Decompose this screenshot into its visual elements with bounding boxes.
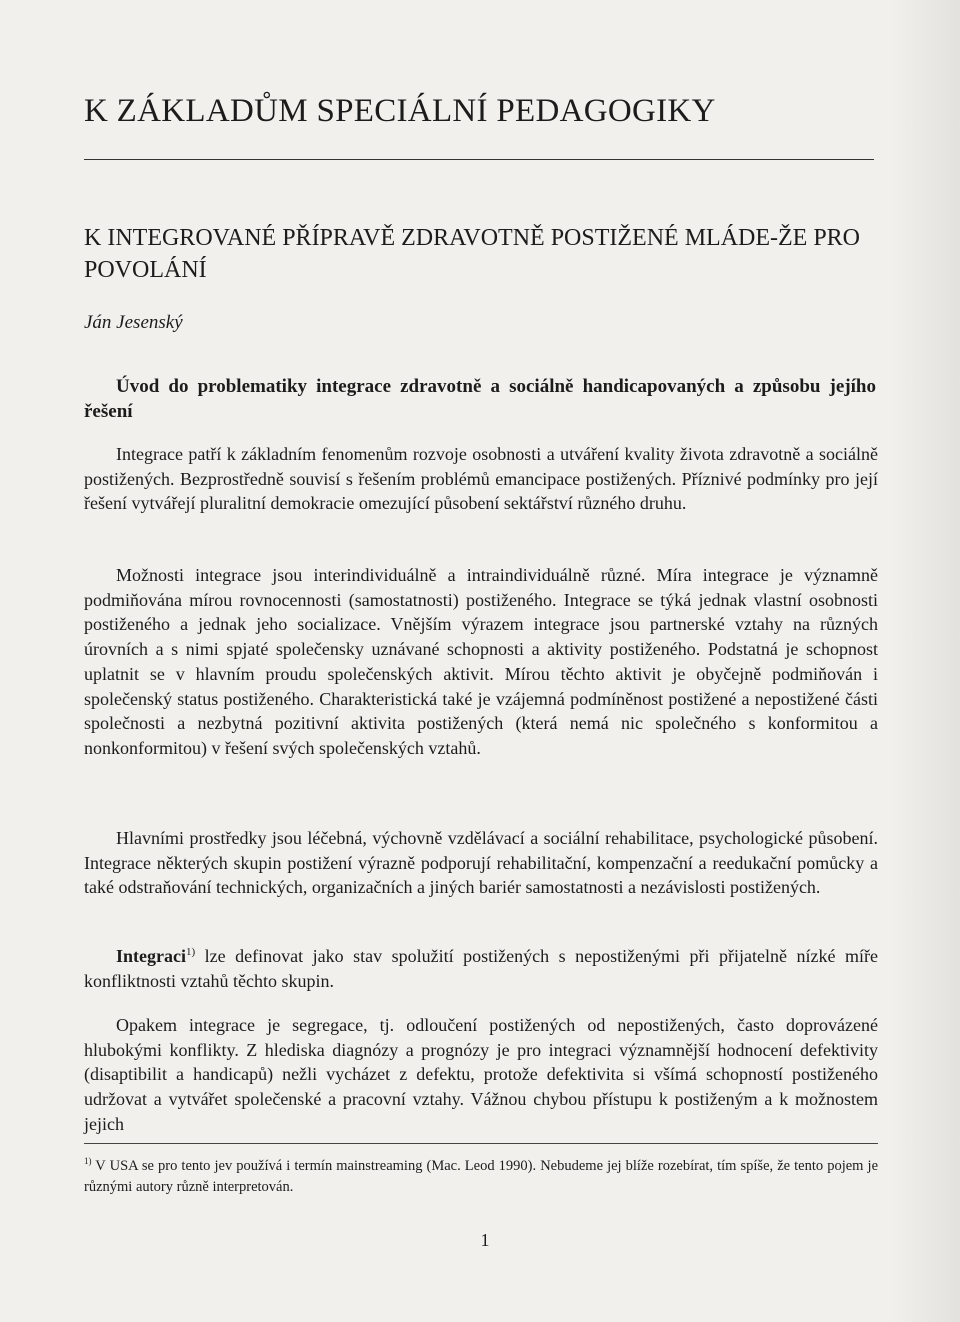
- paragraph-4-text: lze definovat jako stav spolužití postižených s nepostiženými při přijatelně nízké míře konfliktnosti vztahů těchto skupin.: [84, 946, 878, 991]
- paragraph-1: Integrace patří k základním fenomenům rozvoje osobnosti a utváření kvality života zdravotně a sociálně postižených. Bezprostředně souvisí s řešením problémů emancipace postižených. Příznivé podmínky pro její řešení vytvářejí pluralitní demokracie omezující působení sektářství různého druhu.: [84, 444, 878, 514]
- footnote-reference: 1): [185, 946, 196, 958]
- paragraph-3: Hlavními prostředky jsou léčebná, výchovně vzdělávací a sociální rehabilitace, psychologické působení. Integrace některých skupin postižení výrazně podporují rehabilitační, kompenzační a reedukační pomůcky a také odstraňování technických, organizačních a jiných bariér samostatnosti a nezávislosti postižených.: [84, 828, 878, 898]
- paragraph-5: Opakem integrace je segregace, tj. odloučení postižených od nepostižených, často doprovázené hlubokými konflikty. Z hlediska diagnózy a prognózy je pro integraci významnější hodnocení defektivity (disaptibilit a handicapů) nežli vycházet z defektu, protože defektivita si všímá schopností postiženého udržovat a vytvářet společenské a pracovní vztahy. Vážnou chybou přístupu k postiženým a k možnostem jejich: [84, 1015, 878, 1134]
- footnote-mark: 1): [84, 1156, 92, 1167]
- paragraph-4: [84, 944, 878, 993]
- footnote-text: V USA se pro tento jev používá i termín mainstreaming (Mac. Leod 1990). Nebudeme jej blíže rozebírat, tím spíše, že tento pojem je různými autory různě interpretován.: [84, 1158, 878, 1195]
- subheading: Úvod do problematiky integrace zdravotně a sociálně handicapovaných a způsobu jejího řešení: [84, 376, 876, 422]
- footnote: [84, 1156, 878, 1198]
- integrace-term: Integraci: [116, 946, 186, 966]
- section-title: K ZÁKLADŮM SPECIÁLNÍ PEDAGOGIKY: [84, 93, 716, 129]
- footnote-rule: [84, 1143, 878, 1144]
- author-name: Ján Jesenský: [84, 312, 183, 333]
- paragraph-2: Možnosti integrace jsou interindividuálně a intraindividuálně různé. Míra integrace je významně podmiňována mírou rovnocennosti (samostatnosti) postiženého. Integrace se týká jednak vlastní osobnosti postiženého a jednak jeho socializace. Vnějším výrazem integrace jsou partnerské vztahy na různých úrovních a s nimi spjaté společensky uznávané schopnosti a aktivity postiženého. Podstatná je schopnost uplatnit se v hlavním proudu společenských aktivit. Mírou těchto aktivit je obyčejně podmiňován i společenský status postiženého. Charakteristická také je vzájemná podmíněnost postižené a nepostižené části společnosti a nezbytná pozitivní aktivita postižených (která nemá nic společného s konformitou a nonkonformitou) v řešení svých společenských vztahů.: [84, 565, 878, 758]
- title-rule: [84, 159, 874, 160]
- scan-edge-shadow: [890, 0, 960, 1322]
- article-title: K INTEGROVANÉ PŘÍPRAVĚ ZDRAVOTNĚ POSTIŽENÉ MLÁDE-ŽE PRO POVOLÁNÍ: [84, 225, 861, 283]
- page-number: 1: [480, 1230, 490, 1250]
